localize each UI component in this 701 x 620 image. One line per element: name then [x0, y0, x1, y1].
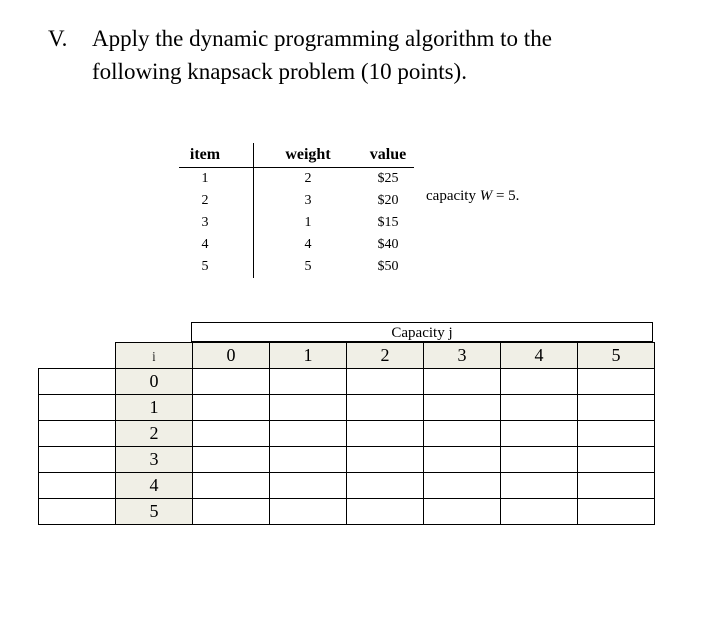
problem-text-line-1: Apply the dynamic programming algorithm to the: [92, 26, 552, 51]
capacity-header-box: [191, 322, 653, 342]
dp-cell[interactable]: [270, 369, 347, 395]
item-value: $25: [377, 171, 399, 186]
capacity-note-prefix: capacity: [426, 188, 480, 204]
items-table-header-row: [179, 143, 414, 168]
dp-cell[interactable]: [578, 447, 655, 473]
dp-row-label: 5: [116, 499, 193, 525]
dp-cell[interactable]: [501, 395, 578, 421]
capacity-note: [426, 188, 519, 205]
problem-text-line-2: following knapsack problem (10 points).: [92, 59, 467, 84]
dp-left-cell[interactable]: [39, 499, 116, 525]
dp-table-header-row: [39, 343, 655, 369]
problem-number: V.: [48, 26, 68, 51]
dp-left-cell[interactable]: [39, 395, 116, 421]
item-value: $20: [377, 193, 399, 208]
dp-row-label: 4: [116, 473, 193, 499]
dp-cell[interactable]: [193, 447, 270, 473]
capacity-header-title: Capacity j: [391, 325, 453, 341]
capacity-note-variable: W: [479, 188, 493, 204]
capacity-note-suffix: = 5.: [492, 188, 520, 204]
dp-left-cell[interactable]: [39, 421, 116, 447]
item-number: 5: [201, 259, 209, 274]
dp-left-cell[interactable]: [39, 447, 116, 473]
dp-cell[interactable]: [270, 499, 347, 525]
item-value: $40: [377, 237, 399, 252]
item-number: 1: [201, 171, 209, 186]
dp-cell[interactable]: [270, 473, 347, 499]
dp-cell[interactable]: [501, 473, 578, 499]
dp-capacity-0: 0: [193, 343, 270, 369]
items-header-weight: weight: [254, 143, 363, 168]
dp-cell[interactable]: [347, 473, 424, 499]
dp-cell[interactable]: [347, 421, 424, 447]
dp-cell[interactable]: [501, 447, 578, 473]
dp-table-row: [39, 421, 655, 447]
dp-cell[interactable]: [501, 369, 578, 395]
dp-table-row: [39, 395, 655, 421]
items-table-row: [179, 234, 414, 256]
items-header-gap: [231, 143, 254, 168]
dp-cell[interactable]: [501, 421, 578, 447]
items-table-row: [179, 256, 414, 278]
dp-cell[interactable]: [193, 499, 270, 525]
item-value: $50: [377, 259, 399, 274]
dp-capacity-5: 5: [578, 343, 655, 369]
dp-cell[interactable]: [270, 447, 347, 473]
item-weight: 5: [254, 256, 363, 278]
dp-cell[interactable]: [424, 421, 501, 447]
items-table-row: [179, 212, 414, 234]
dp-left-cell[interactable]: [39, 369, 116, 395]
dp-row-label: 0: [116, 369, 193, 395]
dp-row-label: 1: [116, 395, 193, 421]
dp-table-row: [39, 447, 655, 473]
item-weight: 4: [254, 234, 363, 256]
dp-capacity-3: 3: [424, 343, 501, 369]
dp-cell[interactable]: [347, 369, 424, 395]
dp-corner: [39, 343, 116, 369]
dp-cell[interactable]: [424, 395, 501, 421]
item-number: 2: [201, 193, 209, 208]
dp-cell[interactable]: [578, 473, 655, 499]
item-value: $15: [377, 215, 399, 230]
dp-cell[interactable]: [193, 473, 270, 499]
dp-cell[interactable]: [270, 395, 347, 421]
dp-cell[interactable]: [193, 421, 270, 447]
dp-capacity-1: 1: [270, 343, 347, 369]
dp-cell[interactable]: [424, 473, 501, 499]
dp-capacity-4: 4: [501, 343, 578, 369]
dp-cell[interactable]: [578, 369, 655, 395]
dp-cell[interactable]: [424, 499, 501, 525]
dp-cell[interactable]: [501, 499, 578, 525]
items-table-row: [179, 168, 414, 191]
items-table-row: [179, 190, 414, 212]
dp-row-label: 3: [116, 447, 193, 473]
items-table: [179, 143, 414, 278]
dp-table: [38, 342, 655, 525]
item-weight: 2: [254, 168, 363, 191]
dp-table-row: [39, 499, 655, 525]
items-header-item: item: [179, 143, 231, 168]
dp-cell[interactable]: [193, 369, 270, 395]
dp-cell[interactable]: [424, 369, 501, 395]
dp-capacity-2: 2: [347, 343, 424, 369]
dp-cell[interactable]: [347, 447, 424, 473]
dp-row-label: 2: [116, 421, 193, 447]
item-weight: 3: [254, 190, 363, 212]
dp-cell[interactable]: [578, 395, 655, 421]
item-number: 4: [201, 237, 209, 252]
dp-cell[interactable]: [347, 395, 424, 421]
dp-cell[interactable]: [578, 499, 655, 525]
item-weight: 1: [254, 212, 363, 234]
dp-table-row: [39, 473, 655, 499]
dp-cell[interactable]: [193, 395, 270, 421]
dp-cell[interactable]: [578, 421, 655, 447]
dp-left-cell[interactable]: [39, 473, 116, 499]
dp-cell[interactable]: [424, 447, 501, 473]
items-header-value: value: [362, 143, 414, 168]
problem-text: [92, 22, 652, 88]
dp-row-index-header: i: [116, 343, 193, 369]
dp-table-row: [39, 369, 655, 395]
item-number: 3: [201, 215, 209, 230]
dp-cell[interactable]: [270, 421, 347, 447]
dp-cell[interactable]: [347, 499, 424, 525]
